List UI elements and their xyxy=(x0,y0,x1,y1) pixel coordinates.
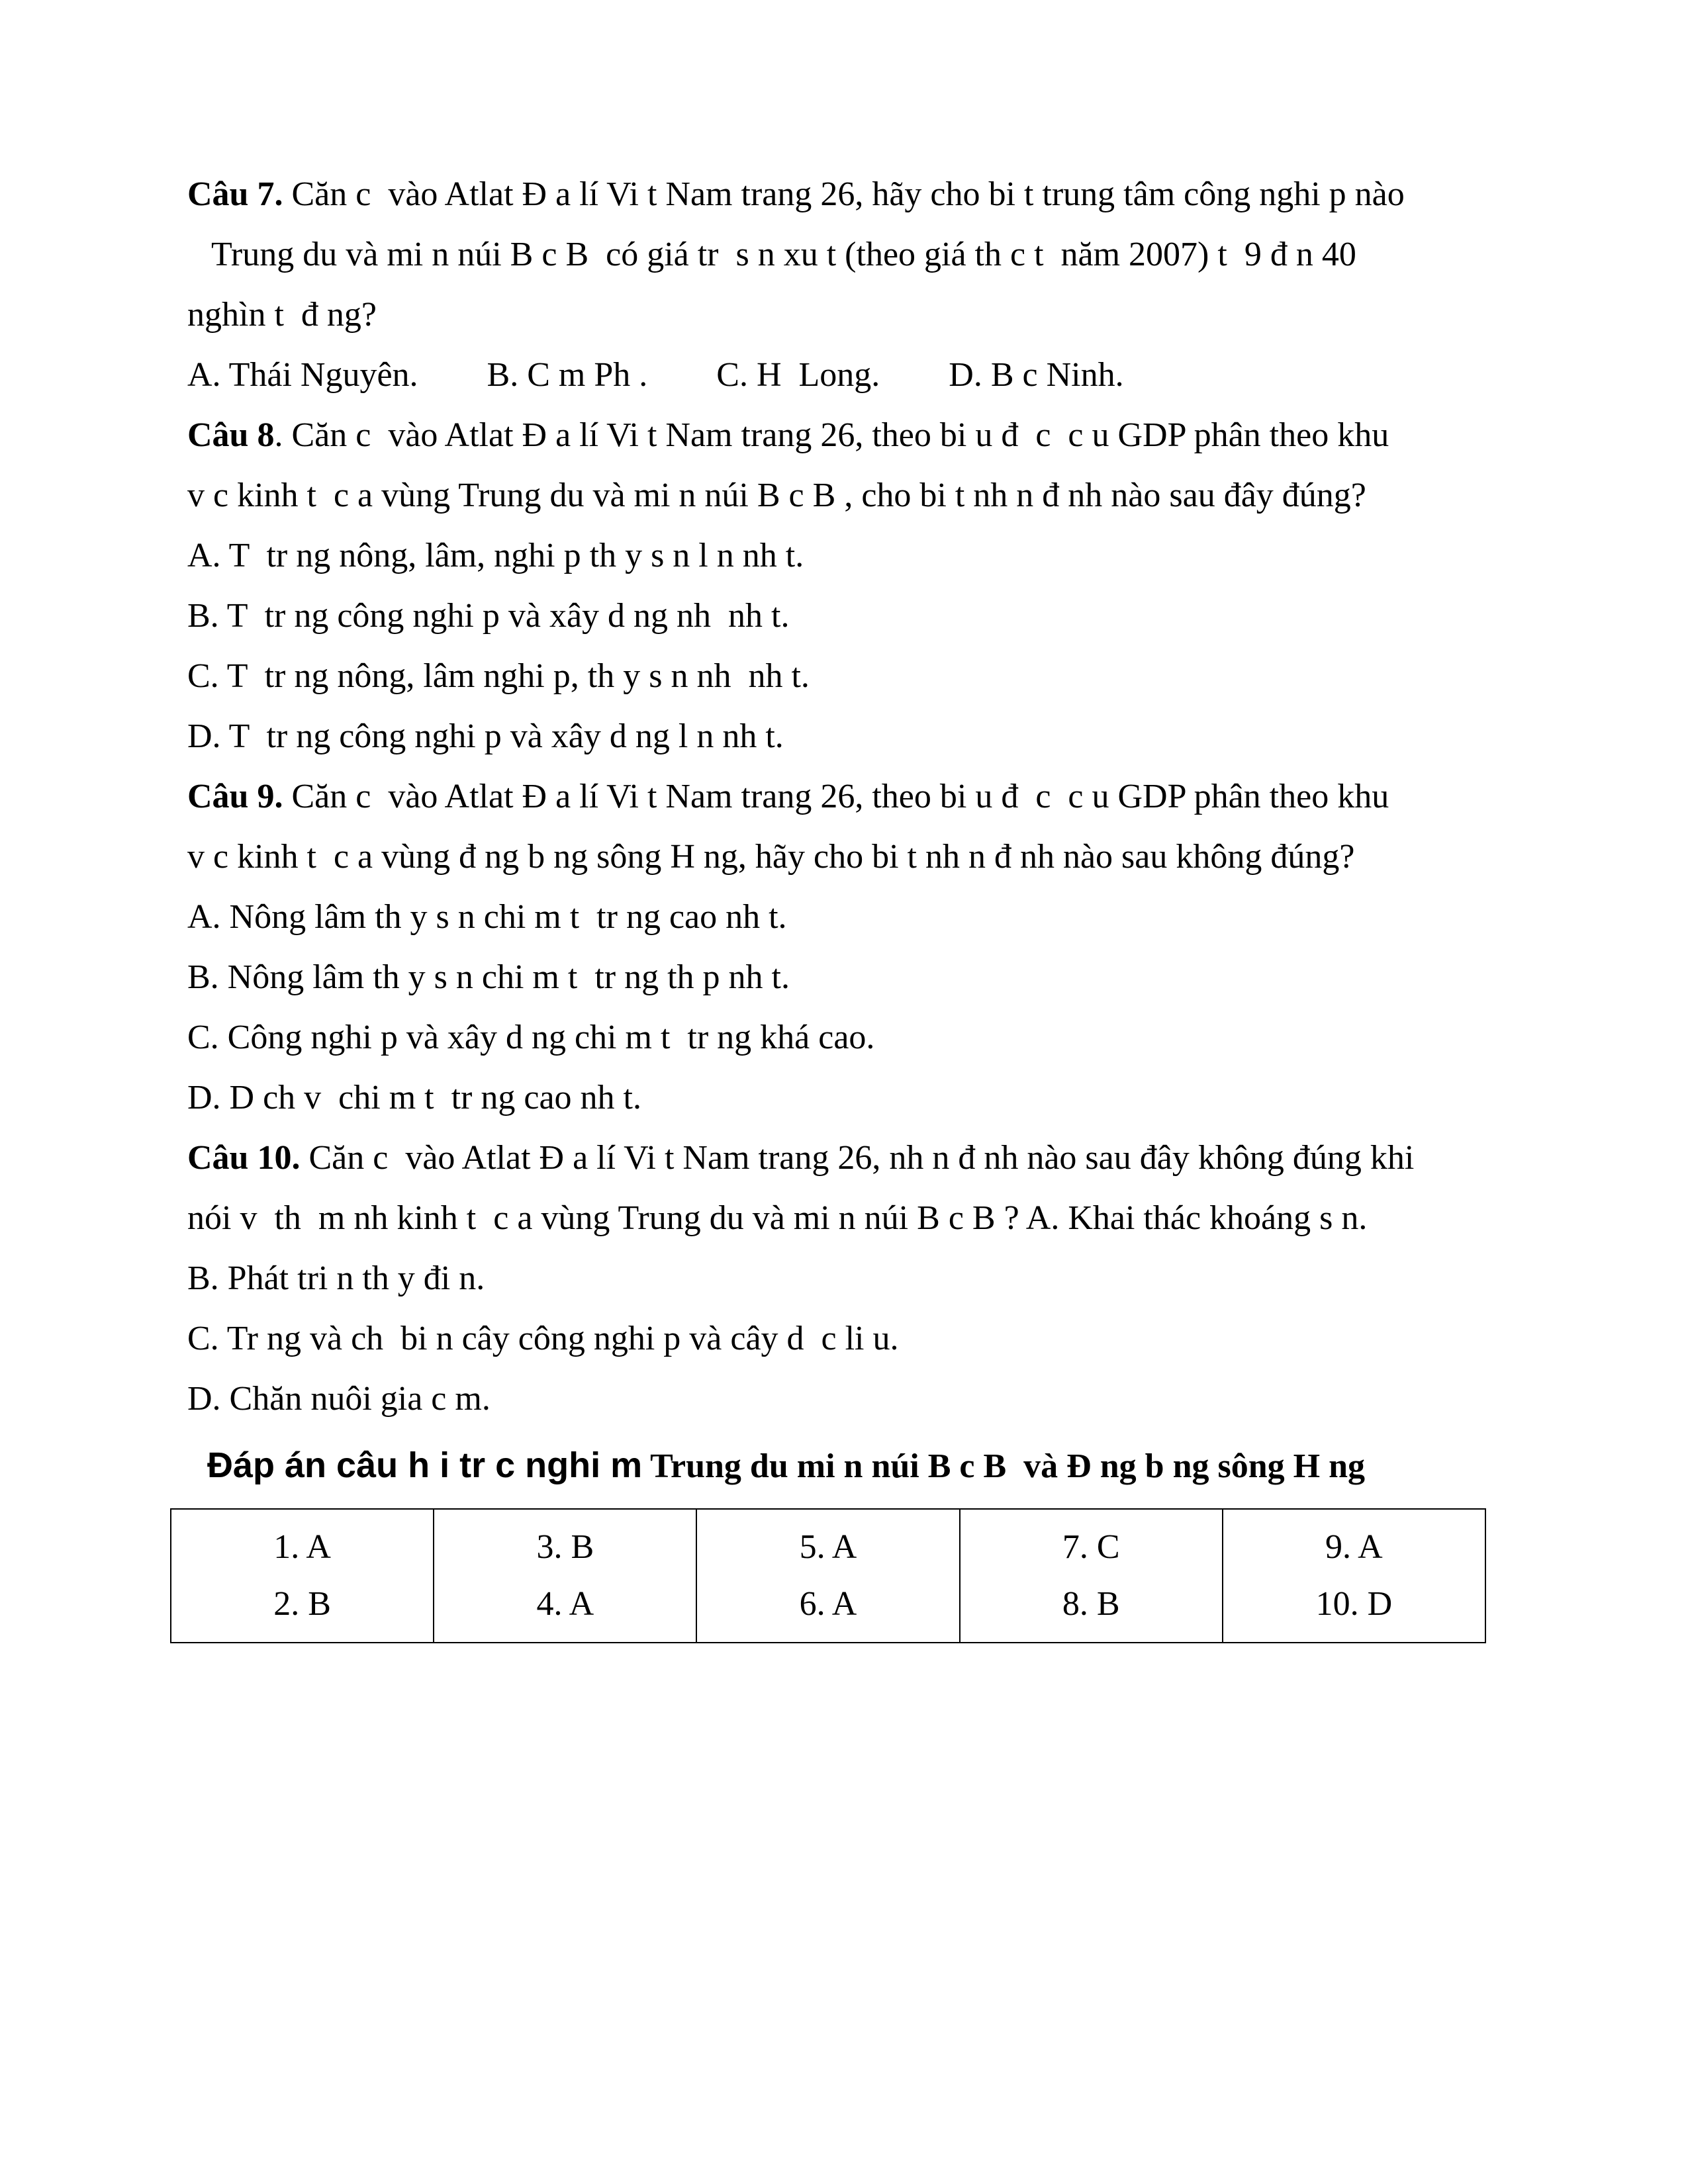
answer-cell-2 xyxy=(434,1509,696,1643)
text-run: Căn c vào Atlat Đ a lí Vi t Nam trang 26, theo bi u đ c c u GDP phân theo khu xyxy=(283,778,1389,815)
text-run: B. T tr ng công nghi p và xây d ng nh nh t. xyxy=(187,597,790,635)
answers-table xyxy=(170,1508,1486,1643)
question-9-option-a xyxy=(187,887,1508,947)
question-8-line-1 xyxy=(187,405,1508,465)
question-10-option-b xyxy=(187,1248,1508,1308)
question-10-option-d xyxy=(187,1369,1508,1429)
question-8-option-a xyxy=(187,525,1508,586)
question-7-line-3 xyxy=(187,285,1508,345)
question-7-line-1 xyxy=(187,164,1508,224)
text-run: v c kinh t c a vùng Trung du và mi n núi B c B , cho bi t nh n đ nh nào sau đây đúng? xyxy=(187,477,1366,514)
answer-8: 8. B xyxy=(1062,1585,1120,1623)
question-10-line-1 xyxy=(187,1128,1508,1188)
question-10-option-c xyxy=(187,1308,1508,1369)
answer-7: 7. C xyxy=(1062,1528,1120,1566)
answer-9: 9. A xyxy=(1325,1528,1383,1566)
text-run: . Căn c vào Atlat Đ a lí Vi t Nam trang 26, theo bi u đ c c u GDP phân theo khu xyxy=(274,416,1389,454)
question-9-option-c xyxy=(187,1007,1508,1068)
question-8-option-b xyxy=(187,586,1508,646)
text-run: nghìn t đ ng? xyxy=(187,296,377,334)
question-10-label: Câu 10. xyxy=(187,1139,301,1177)
text-run: D. Chăn nuôi gia c m. xyxy=(187,1380,491,1418)
answer-key-heading-serif: Trung du mi n núi B c B và Đ ng b ng sông H ng xyxy=(642,1447,1366,1485)
question-7-label: Câu 7. xyxy=(187,175,283,213)
text-run: A. Thái Nguyên. B. C m Ph . C. H Long. D. B c Ninh. xyxy=(187,356,1124,394)
answers-row xyxy=(171,1509,1485,1643)
question-7-options xyxy=(187,345,1508,405)
text-run: A. T tr ng nông, lâm, nghi p th y s n l n nh t. xyxy=(187,537,804,574)
question-9-option-b xyxy=(187,947,1508,1007)
answer-key-heading xyxy=(187,1433,1508,1499)
question-9-label: Câu 9. xyxy=(187,778,283,815)
answer-cell-4 xyxy=(960,1509,1223,1643)
text-run: B. Nông lâm th y s n chi m t tr ng th p nh t. xyxy=(187,958,790,996)
text-run: B. Phát tri n th y đi n. xyxy=(187,1259,485,1297)
answer-1: 1. A xyxy=(273,1528,331,1566)
text-run: C. Tr ng và ch bi n cây công nghi p và cây d c li u. xyxy=(187,1320,899,1357)
question-8-option-c xyxy=(187,646,1508,706)
question-10-line-2 xyxy=(187,1188,1508,1248)
question-8-line-2 xyxy=(187,465,1508,525)
text-run: nói v th m nh kinh t c a vùng Trung du và mi n núi B c B ? A. Khai thác khoáng s n. xyxy=(187,1199,1368,1237)
answer-key-heading-sans: Đáp án câu h i tr c nghi m xyxy=(207,1445,643,1485)
answer-cell-1 xyxy=(171,1509,434,1643)
answer-cell-3 xyxy=(696,1509,959,1643)
question-9-line-1 xyxy=(187,766,1508,827)
text-run: Căn c vào Atlat Đ a lí Vi t Nam trang 26, nh n đ nh nào sau đây không đúng khi xyxy=(300,1139,1415,1177)
answer-2: 2. B xyxy=(273,1585,331,1623)
text-run: D. D ch v chi m t tr ng cao nh t. xyxy=(187,1079,641,1116)
question-7-line-2 xyxy=(187,224,1508,285)
answer-4: 4. A xyxy=(536,1585,594,1623)
answer-6: 6. A xyxy=(799,1585,857,1623)
question-9-line-2 xyxy=(187,827,1508,887)
text-run: C. T tr ng nông, lâm nghi p, th y s n nh nh t. xyxy=(187,657,810,695)
text-run: A. Nông lâm th y s n chi m t tr ng cao nh t. xyxy=(187,898,787,936)
answer-10: 10. D xyxy=(1315,1585,1393,1623)
text-run: Căn c vào Atlat Đ a lí Vi t Nam trang 26, hãy cho bi t trung tâm công nghi p nào xyxy=(283,175,1405,213)
text-run: D. T tr ng công nghi p và xây d ng l n nh t. xyxy=(187,717,784,755)
answer-cell-5 xyxy=(1223,1509,1485,1643)
text-run: v c kinh t c a vùng đ ng b ng sông H ng, hãy cho bi t nh n đ nh nào sau không đúng? xyxy=(187,838,1355,876)
answer-5: 5. A xyxy=(799,1528,857,1566)
question-9-option-d xyxy=(187,1068,1508,1128)
answer-3: 3. B xyxy=(536,1528,594,1566)
text-run: C. Công nghi p và xây d ng chi m t tr ng khá cao. xyxy=(187,1019,875,1056)
question-8-label: Câu 8 xyxy=(187,416,275,454)
text-run: Trung du và mi n núi B c B có giá tr s n xu t (theo giá th c t năm 2007) t 9 đ n 40 xyxy=(211,236,1356,273)
question-8-option-d xyxy=(187,706,1508,766)
document-body xyxy=(187,164,1508,1643)
